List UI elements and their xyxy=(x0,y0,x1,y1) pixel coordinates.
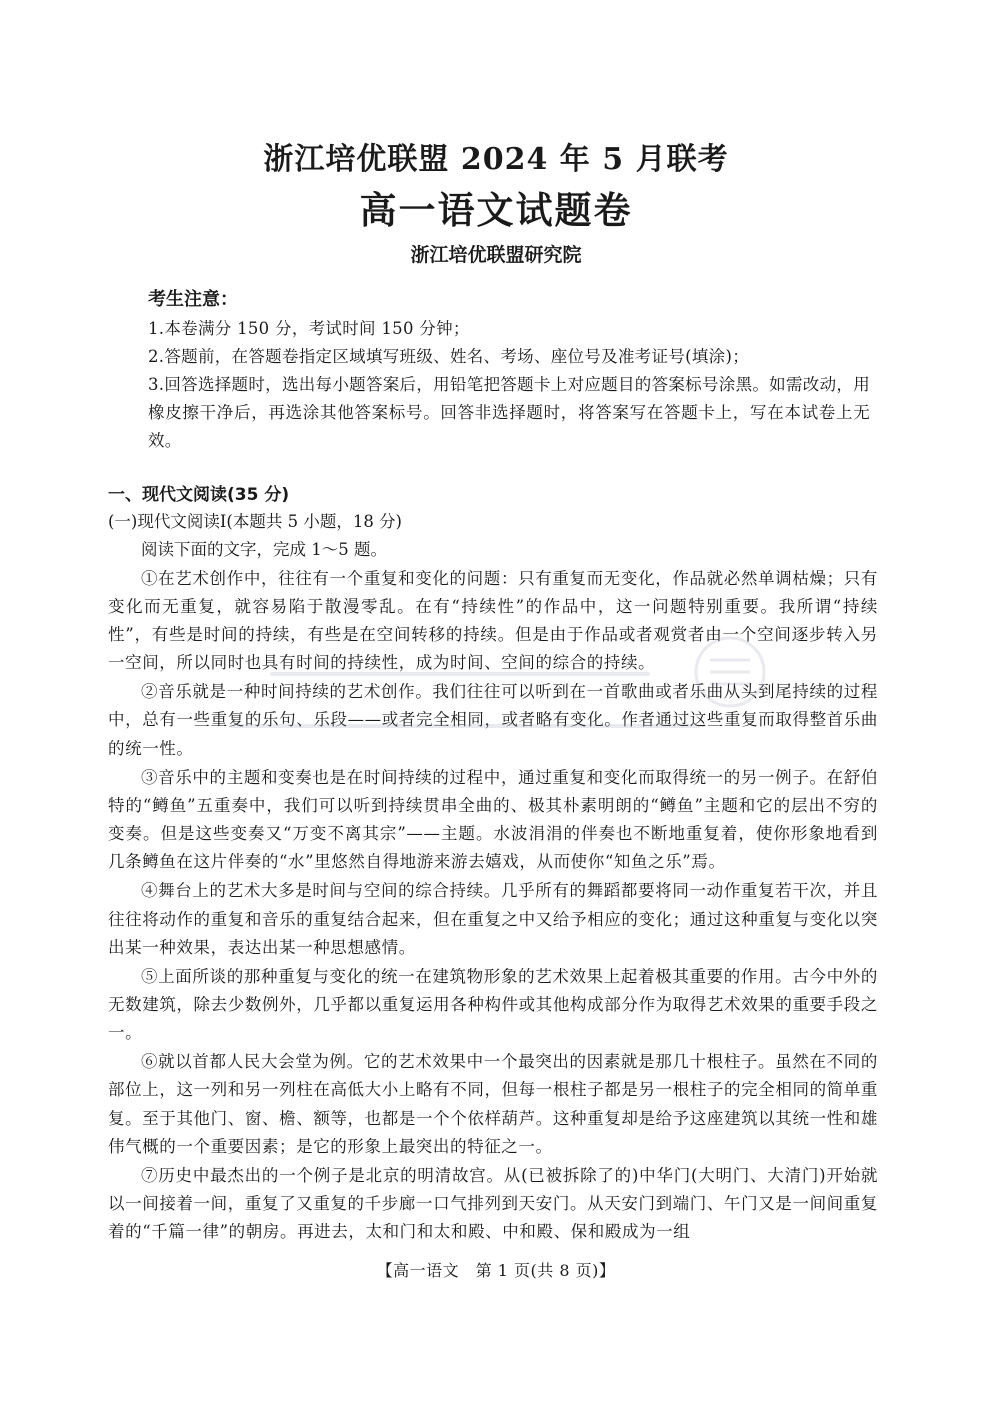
passage-paragraph-6: ⑥就以首都人民大会堂为例。它的艺术效果中一个最突出的因素就是那几十根柱子。虽然在不同的部位上，这一列和另一列柱在高低大小上略有不同，但每一根柱子都是另一根柱子的完全相同的简单重复。至于其他门、窗、檐、额等，也都是一个个依样葫芦。这种重复却是给予这座建筑以其统一性和雄伟气概的一个重要因素；是它的形象上最突出的特征之一。 xyxy=(108,1052,878,1156)
passage-paragraph-5: ⑤上面所谈的那种重复与变化的统一在建筑物形象的艺术效果上起着极其重要的作用。古今中外的无数建筑，除去少数例外，几乎都以重复运用各种构件或其他构成部分作为取得艺术效果的重要手段之一。 xyxy=(108,966,878,1043)
passage-paragraph-2: ②音乐就是一种时间持续的艺术创作。我们往往可以听到在一首歌曲或者乐曲从头到尾持续的过程中，总有一些重复的乐句、乐段——或者完全相同，或者略有变化。作者通过这些重复而取得整首乐曲的统一性。 xyxy=(108,682,878,758)
section-heading: 一、现代文阅读(35 分) xyxy=(108,485,290,505)
institute-name: 浙江培优联盟研究院 xyxy=(410,244,582,266)
exam-subtitle: 高一语文试题卷 xyxy=(359,188,633,232)
reading-instruction: 阅读下面的文字，完成 1～5 题。 xyxy=(141,540,387,559)
passage-paragraph-3: ③音乐中的主题和变奏也是在时间持续的过程中，通过重复和变化而取得统一的另一例子。在舒伯特的“鳟鱼”五重奏中，我们可以听到持续贯串全曲的、极其朴素明朗的“鳟鱼”主题和它的层出不穷的变奏。但是这些变奏又“万变不离其宗”——主题。水波涓涓的伴奏也不断地重复着，使你形象地看到几条鳟鱼在这片伴奏的“水”里悠然自得地游来游去嬉戏，从而使你“知鱼之乐”焉。 xyxy=(108,767,878,872)
exam-title: 浙江培优联盟 2024 年 5 月联考 xyxy=(263,142,729,177)
page-footer: 【高一语文 第 1 页(共 8 页)】 xyxy=(376,1261,616,1280)
reading-section xyxy=(108,482,878,1247)
notice-item: 2.答题前，在答题卷指定区域填写班级、姓名、考场、座位号及准考证号(填涂)； xyxy=(148,347,750,366)
passage-paragraph-4: ④舞台上的艺术大多是时间与空间的综合持续。几乎所有的舞蹈都要将同一动作重复若干次，并且往往将动作的重复和音乐的重复结合起来，但在重复之中又给予相应的变化；通过这种重复与变化以突出某一种效果，表达出某一种思想感情。 xyxy=(108,881,878,957)
subsection-heading: (一)现代文阅读Ⅰ(本题共 5 小题，18 分) xyxy=(108,512,402,531)
notice-heading: 考生注意： xyxy=(148,289,238,310)
passage-paragraph-1: ①在艺术创作中，往往有一个重复和变化的问题：只有重复而无变化，作品就必然单调枯燥；只有变化而无重复，就容易陷于散漫零乱。在有“持续性”的作品中，这一问题特别重要。我所谓“持续性”，有些是时间的持续，有些是在空间转移的持续。但是由于作品或者观赏者由一个空间逐步转入另一空间，所以同时也具有时间的持续性，成为时间、空间的综合的持续。 xyxy=(108,568,878,673)
passage-paragraph-7: ⑦历史中最杰出的一个例子是北京的明清故宫。从(已被拆除了的)中华门(大明门、大清门)开始就以一间接着一间，重复了又重复的千步廊一口气排列到天安门。从天安门到端门、午门又是一间间重复着的“千篇一律”的朝房。再进去，太和门和太和殿、中和殿、保和殿成为一组 xyxy=(108,1165,878,1242)
notice-item: 3.回答选择题时，选出每小题答案后，用铅笔把答题卡上对应题目的答案标号涂黑。如需改动，用橡皮擦干净后，再选涂其他答案标号。回答非选择题时，将答案写在答题卡上，写在本试卷上无效。 xyxy=(148,375,870,450)
candidate-notice xyxy=(148,286,870,455)
notice-item: 1.本卷满分 150 分，考试时间 150 分钟； xyxy=(148,319,470,338)
